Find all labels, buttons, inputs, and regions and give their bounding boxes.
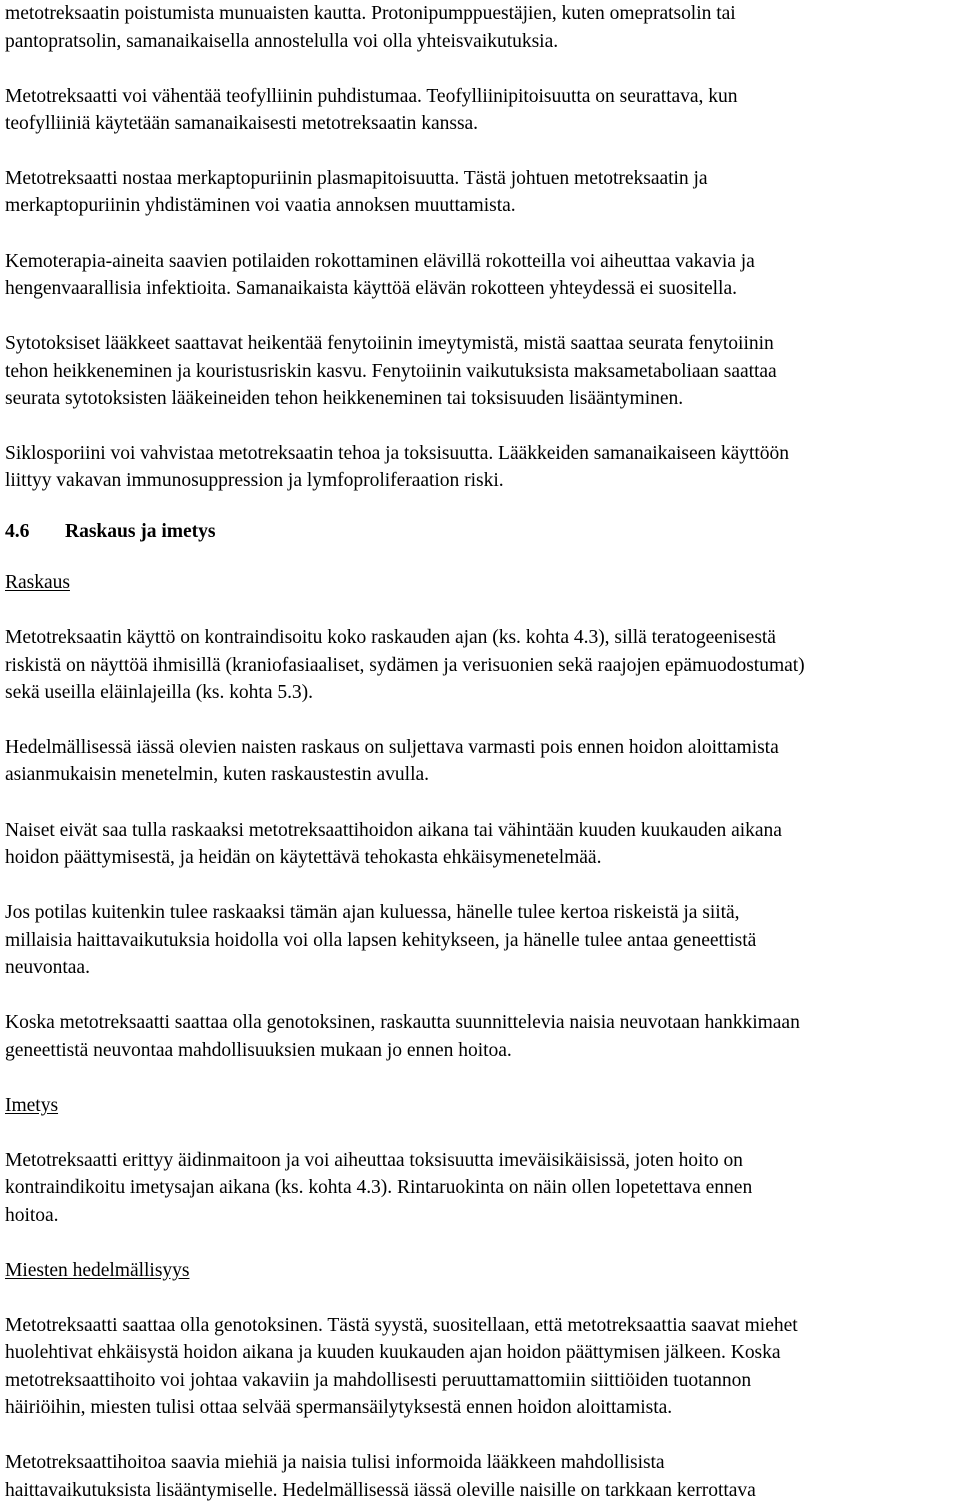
text-line: pantopratsolin, samanaikaisella annostelulla voi olla yhteisvaikutuksia. <box>5 31 559 52</box>
text-line: Kemoterapia-aineita saavien potilaiden rokottaminen elävillä rokotteilla voi aiheuttaa vakavia ja <box>5 251 755 272</box>
text-line: asianmukaisin menetelmin, kuten raskaustestin avulla. <box>5 764 429 785</box>
text-line: tehon heikkeneminen ja kouristusriskin kasvu. Fenytoiinin vaikutuksista maksametaboliaan saattaa <box>5 361 777 382</box>
text-line: geneettistä neuvontaa mahdollisuuksien mukaan jo ennen hoitoa. <box>5 1040 512 1061</box>
text-line: metotreksaattihoito voi johtaa vakaviin ja mahdollisesti peruuttamattomiin siittiöiden tuotannon <box>5 1370 752 1391</box>
text-line: haittavaikutuksista lisääntymiselle. Hedelmällisessä iässä oleville naisille on tarkkaan kerrottava <box>5 1480 756 1501</box>
text-line: metotreksaatin poistumista munuaisten kautta. Protonipumppuestäjien, kuten omepratsolin tai <box>5 3 736 24</box>
text-line: huolehtivat ehkäisystä hoidon aikana ja kuuden kuukauden ajan hoidon päättymisen jälkeen. Koska <box>5 1342 781 1363</box>
text-line: hengenvaarallisia infektioita. Samanaikaista käyttöä elävän rokotteen yhteydessä ei suositella. <box>5 278 737 299</box>
text-line: Metotreksaatti nostaa merkaptopuriinin plasmapitoisuutta. Tästä johtuen metotreksaatin ja <box>5 168 708 189</box>
text-line: riskistä on näyttöä ihmisillä (kraniofasiaaliset, sydämen ja verisuonien sekä raajojen epämuodostumat) <box>5 655 805 676</box>
text-line: liittyy vakavan immunosuppression ja lymfoproliferaation riski. <box>5 470 504 491</box>
text-line: seurata sytotoksisten lääkeineiden tehon heikkeneminen tai toksisuuden lisääntyminen. <box>5 388 684 409</box>
text-line: Metotreksaatin käyttö on kontraindisoitu koko raskauden ajan (ks. kohta 4.3), sillä teratogeenisestä <box>5 627 776 648</box>
text-line: hoitoa. <box>5 1205 59 1226</box>
text-line: Metotreksaatti voi vähentää teofylliinin puhdistumaa. Teofylliinipitoisuutta on seurattava, kun <box>5 86 738 107</box>
subheading-breastfeeding: Imetys <box>5 1095 59 1116</box>
text-line: Hedelmällisessä iässä olevien naisten raskaus on suljettava varmasti pois ennen hoidon aloittamista <box>5 737 779 758</box>
subheading-male-fertility: Miesten hedelmällisyys <box>5 1260 190 1281</box>
text-line: teofylliiniä käytetään samanaikaisesti metotreksaatin kanssa. <box>5 113 479 134</box>
text-line: häiriöihin, miesten tulisi ottaa selvää spermansäilytyksestä ennen hoidon aloittamista. <box>5 1397 673 1418</box>
text-line: Metotreksaatti saattaa olla genotoksinen. Tästä syystä, suositellaan, että metotreksaattia saavat miehet <box>5 1315 798 1336</box>
section-number: 4.6 <box>5 521 30 542</box>
text-line: merkaptopuriinin yhdistäminen voi vaatia annoksen muuttamista. <box>5 195 516 216</box>
text-line: kontraindikoitu imetysajan aikana (ks. kohta 4.3). Rintaruokinta on näin ollen lopetettava ennen <box>5 1177 753 1198</box>
text-line: Metotreksaattihoitoa saavia miehiä ja naisia tulisi informoida lääkkeen mahdollisista <box>5 1452 665 1473</box>
text-line: Jos potilas kuitenkin tulee raskaaksi tämän ajan kuluessa, hänelle tulee kertoa riskeistä ja siitä, <box>5 902 740 923</box>
text-line: millaisia haittavaikutuksia hoidolla voi olla lapsen kehitykseen, ja hänelle tulee antaa geneettistä <box>5 930 757 951</box>
text-line: neuvontaa. <box>5 957 90 978</box>
text-line: Metotreksaatti erittyy äidinmaitoon ja voi aiheuttaa toksisuutta imeväisikäisissä, joten hoito on <box>5 1150 743 1171</box>
section-heading <box>5 520 215 544</box>
text-line: Naiset eivät saa tulla raskaaksi metotreksaattihoidon aikana tai vähintään kuuden kuukauden aikana <box>5 820 782 841</box>
text-line: sekä useilla eläinlajeilla (ks. kohta 5.3). <box>5 682 313 703</box>
text-line: hoidon päättymisestä, ja heidän on käytettävä tehokasta ehkäisymenetelmää. <box>5 847 602 868</box>
text-line: Siklosporiini voi vahvistaa metotreksaatin tehoa ja toksisuutta. Lääkkeiden samanaikaiseen käyttöön <box>5 443 790 464</box>
section-title: Raskaus ja imetys <box>65 521 216 542</box>
text-line: Sytotoksiset lääkkeet saattavat heikentää fenytoiinin imeytymistä, mistä saattaa seurata fenytoiinin <box>5 333 774 354</box>
subheading-pregnancy: Raskaus <box>5 572 70 593</box>
text-line: Koska metotreksaatti saattaa olla genotoksinen, raskautta suunnittelevia naisia neuvotaan hankkimaan <box>5 1012 800 1033</box>
